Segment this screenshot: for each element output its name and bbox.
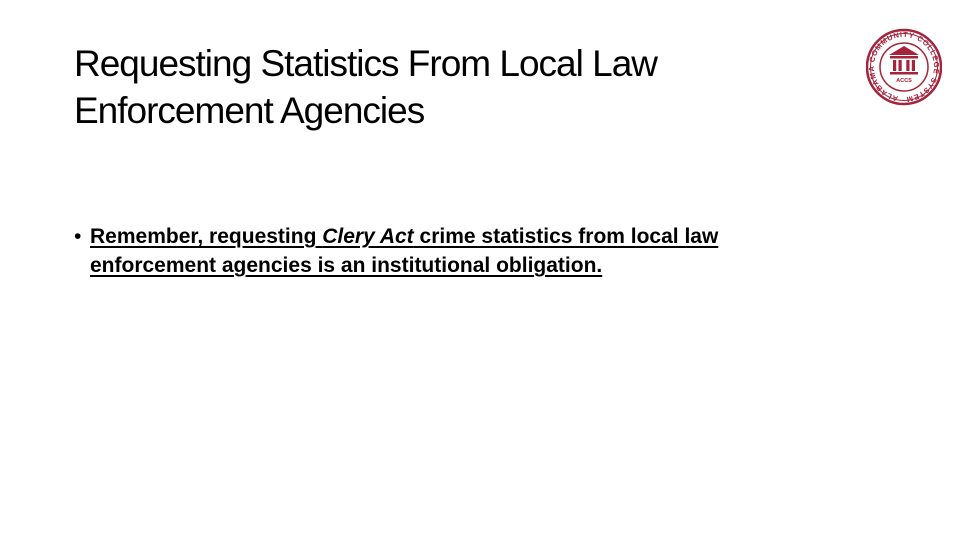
bullet-list — [74, 222, 834, 280]
slide-title-line-1: Requesting Statistics From Local Law — [74, 43, 657, 84]
bullet-item — [74, 222, 834, 280]
slide-title-line-2: Enforcement Agencies — [74, 90, 425, 131]
bullet-text-end: crime statistics from local law enforcement agencies is an institutional obligation. — [90, 225, 719, 277]
logo-ring-text: ALABAMA COMMUNITY COLLEGE SYSTEM — [866, 29, 942, 105]
building-icon — [889, 46, 919, 75]
bullet-text — [90, 225, 718, 277]
bullet-marker: • — [74, 225, 82, 248]
bullet-text-start: Remember, requesting — [90, 225, 323, 248]
clery-act-emphasis: Clery Act — [322, 225, 414, 248]
logo-center-text: ACCS — [896, 78, 912, 84]
slide-title — [74, 40, 834, 134]
accs-seal-logo — [866, 12, 942, 115]
